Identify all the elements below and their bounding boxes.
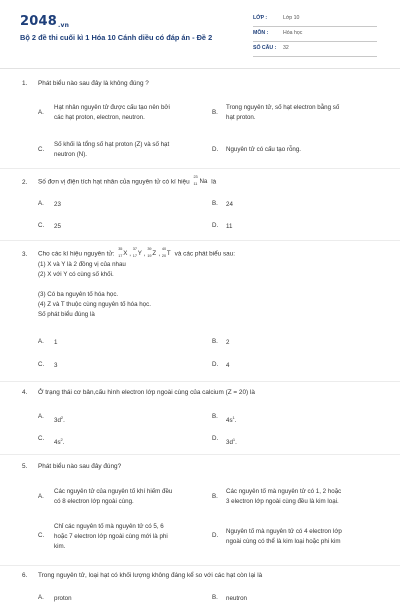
option-text: 25: [54, 223, 61, 230]
option-text: neutron (N).: [54, 151, 88, 158]
question-ask: Số phát biểu đúng là: [38, 311, 95, 318]
option-text: neutron: [226, 595, 247, 602]
exam-meta: [253, 12, 377, 57]
meta-class-row: [253, 12, 377, 27]
option-text: $4s^2$.: [54, 437, 65, 447]
option-text: 4: [226, 362, 230, 369]
option-text: Các nguyên tố mà nguyên tử có 1, 2 hoặc: [226, 488, 342, 495]
meta-subject-row: [253, 27, 377, 42]
question-divider: [0, 454, 400, 455]
statement: (3) Có ba nguyên tố hóa học.: [38, 291, 119, 298]
option-letter: C.: [38, 435, 45, 442]
option-text: Hạt nhân nguyên tử được cấu tạo nên bởi: [54, 104, 170, 111]
meta-value: Hóa học: [283, 30, 303, 36]
option-letter: D.: [212, 435, 219, 442]
page-title: Bộ 2 đề thi cuối kì 1 Hóa 10 Cánh diều có đáp án - Đề 2: [20, 33, 213, 42]
header-divider: [0, 68, 400, 69]
option-text: các hạt proton, electron, neutron.: [54, 114, 145, 121]
option-letter: D.: [212, 222, 219, 229]
option-text: Nguyên tố mà nguyên tử có 4 electron lớp: [226, 528, 342, 535]
nuclide-symbol: 37 17 Y: [132, 247, 142, 258]
option-letter: B.: [212, 109, 218, 116]
statement: (2) X với Y có cùng số khối.: [38, 271, 114, 278]
nuclide-symbol: 40 20 T: [161, 247, 171, 258]
meta-value: Lớp 10: [283, 15, 300, 21]
option-letter: A.: [38, 493, 44, 500]
option-letter: D.: [212, 361, 219, 368]
option-text: 1: [54, 339, 58, 346]
option-text: 3: [54, 362, 58, 369]
option-text: $3d^2$.: [54, 415, 65, 425]
option-text: hạt proton.: [226, 114, 256, 121]
question-divider: [0, 381, 400, 382]
question-stem: 5. Phát biểu nào sau đây đúng?: [22, 463, 122, 470]
option-text: Trong nguyên tử, số hạt electron bằng số: [226, 104, 340, 111]
question-divider: [0, 240, 400, 241]
option-text: kim.: [54, 543, 66, 550]
option-letter: C.: [38, 361, 45, 368]
option-letter: A.: [38, 413, 44, 420]
meta-count-row: [253, 42, 377, 57]
nuclide-symbol: 35 17 X: [118, 247, 128, 258]
question-divider: [0, 168, 400, 169]
option-letter: C.: [38, 146, 45, 153]
question-stem: 2. Số đơn vị điện tích hạt nhân của nguyên tử có kí hiệu 23 11 Na là: [22, 175, 217, 186]
option-text: hoặc 7 electron lớp ngoài cùng mới là phi: [54, 533, 168, 540]
question-stem: 3. Cho các kí hiệu nguyên tử: 35 17 X , 37 17 Y , 39 19 Z , 40 20 T và các phát biểu sau:: [22, 247, 236, 258]
meta-value: 32: [283, 45, 289, 51]
option-text: proton: [54, 595, 72, 602]
option-letter: B.: [212, 493, 218, 500]
option-text: Nguyên tử có cấu tạo rỗng.: [226, 146, 301, 153]
option-text: Các nguyên tử của nguyên tố khí hiếm đều: [54, 488, 173, 495]
option-text: $3d^1$.: [226, 437, 237, 447]
option-letter: C.: [38, 532, 45, 539]
option-text: Số khối là tổng số hạt proton (Z) và số hạt: [54, 141, 170, 148]
option-letter: D.: [212, 146, 219, 153]
statement: (1) X và Y là 2 đồng vị của nhau: [38, 261, 126, 268]
meta-label: MÔN :: [253, 30, 269, 36]
option-letter: C.: [38, 222, 45, 229]
option-letter: D.: [212, 532, 219, 539]
option-letter: A.: [38, 594, 44, 601]
option-text: 3 electron lớp ngoài cùng đều là kim loại.: [226, 498, 339, 505]
option-text: $4s^1$.: [226, 415, 237, 425]
question-divider: [0, 565, 400, 566]
nuclide-symbol: 23 11 Na: [193, 175, 208, 186]
option-text: Chỉ các nguyên tố mà nguyên tử có 5, 6: [54, 523, 164, 530]
statement: (4) Z và T thuộc cùng nguyên tố hóa học.: [38, 301, 151, 308]
option-text: 2: [226, 339, 230, 346]
question-stem: 4. Ở trạng thái cơ bản,cấu hình electron lớp ngoài cùng của calcium (Z = 20) là: [22, 389, 255, 396]
question-stem: 1. Phát biểu nào sau đây là không đúng ?: [22, 80, 149, 87]
option-text: 24: [226, 201, 233, 208]
question-stem: 6. Trong nguyên tử, loại hạt có khối lượng không đáng kể so với các hạt còn lại là: [22, 572, 263, 579]
meta-label: LỚP :: [253, 15, 268, 21]
option-letter: B.: [212, 200, 218, 207]
option-letter: A.: [38, 338, 44, 345]
option-letter: A.: [38, 200, 44, 207]
option-letter: B.: [212, 594, 218, 601]
meta-label: SỐ CÂU :: [253, 45, 277, 51]
option-text: 11: [226, 223, 233, 230]
option-letter: B.: [212, 413, 218, 420]
site-logo[interactable]: 2048.vn: [20, 14, 70, 29]
option-text: ngoài cùng có thể là kim loại hoặc phi kim: [226, 538, 341, 545]
option-text: 23: [54, 201, 61, 208]
nuclide-symbol: 39 19 Z: [147, 247, 157, 258]
option-text: có 8 electron lớp ngoài cùng.: [54, 498, 134, 505]
option-letter: A.: [38, 109, 44, 116]
exam-header: [0, 0, 400, 66]
option-letter: B.: [212, 338, 218, 345]
